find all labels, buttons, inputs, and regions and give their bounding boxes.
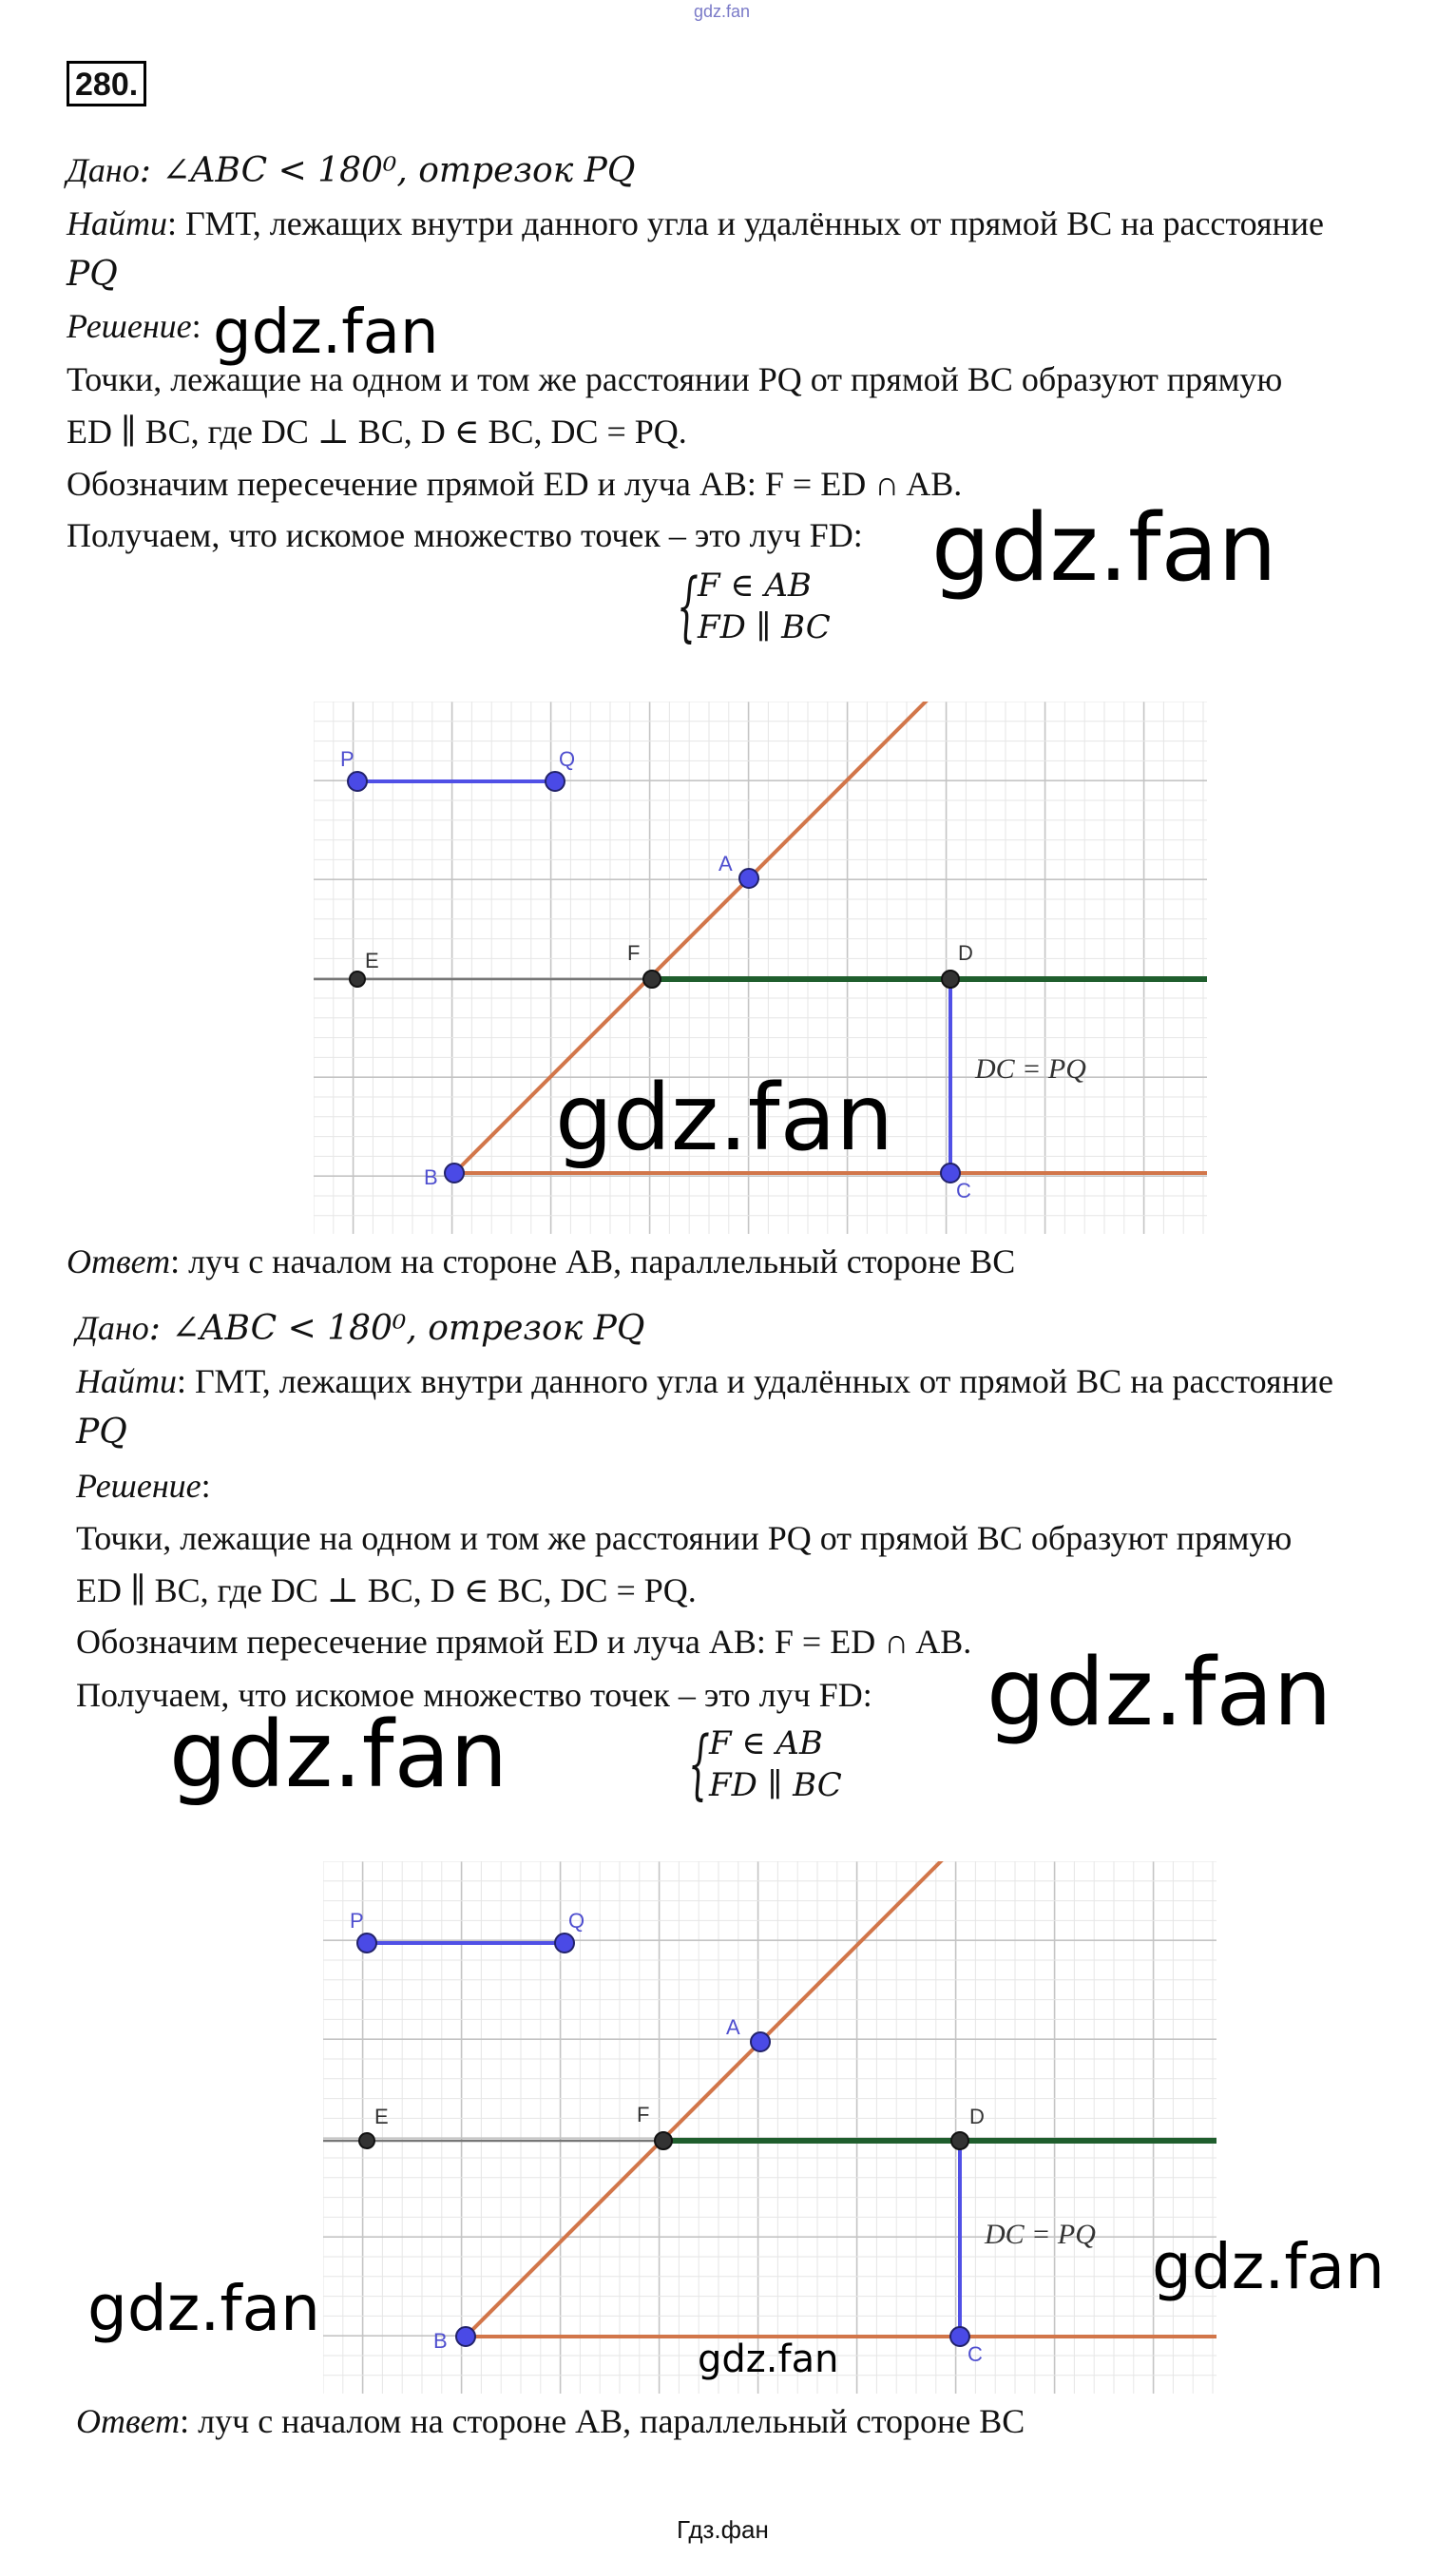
watermark-2: gdz.fan <box>931 494 1277 603</box>
solution-colon: : <box>201 1467 211 1505</box>
point-b <box>456 2327 475 2346</box>
label-f: F <box>627 941 641 965</box>
text-line-2: ED ∥ BC, где DC ⊥ BC, D ∈ BC, DC = PQ. <box>67 413 687 451</box>
given-text: : ∠ABC < 180⁰, отрезок PQ <box>148 1309 645 1348</box>
point-p <box>357 1934 376 1953</box>
watermark-5: gdz.fan <box>169 1702 508 1808</box>
annotation-dc-pq: DC = PQ <box>975 1053 1086 1085</box>
answer-text: : луч с началом на стороне AB, параллельный стороне BC <box>180 2402 1025 2440</box>
find-line-2: PQ <box>67 255 118 294</box>
find-label: Найти <box>76 1362 177 1400</box>
find-label: Найти <box>67 204 167 242</box>
point-d <box>951 2132 968 2149</box>
find-line-2: PQ <box>76 1413 127 1452</box>
point-d <box>942 971 959 988</box>
solution-colon: : <box>191 307 201 345</box>
solution-line <box>67 306 201 346</box>
find-line <box>67 203 1324 243</box>
point-q <box>555 1934 574 1953</box>
label-e: E <box>365 949 379 972</box>
label-q: Q <box>559 747 576 771</box>
given-line <box>67 150 635 191</box>
point-e <box>359 2133 374 2148</box>
point-e <box>350 972 365 987</box>
given-label: Дано <box>67 151 140 189</box>
label-c: C <box>956 1179 971 1203</box>
solution-line <box>76 1466 211 1506</box>
point-a <box>739 869 758 888</box>
footer-text: Гдз.фан <box>677 2515 769 2544</box>
watermark-4: gdz.fan <box>987 1639 1332 1747</box>
answer-line <box>76 2401 1025 2441</box>
text-line-4: Получаем, что искомое множество точек – это луч FD: <box>76 1676 872 1714</box>
system-line-1: F ∈ AB <box>709 1724 823 1762</box>
label-p: P <box>340 747 354 771</box>
text-line-3: Обозначим пересечение прямой ED и луча AB: F = ED ∩ AB. <box>76 1623 972 1661</box>
solution-label: Решение <box>76 1467 201 1505</box>
system-line-1: F ∈ AB <box>698 567 812 605</box>
label-b: B <box>433 2329 448 2353</box>
point-c <box>950 2327 969 2346</box>
point-q <box>546 772 565 791</box>
given-text: : ∠ABC < 180⁰, отрезок PQ <box>139 151 636 190</box>
point-f <box>643 971 661 988</box>
point-b <box>445 1164 464 1183</box>
text-line-2: ED ∥ BC, где DC ⊥ BC, D ∈ BC, DC = PQ. <box>76 1571 697 1609</box>
answer-line <box>67 1241 1015 1281</box>
watermark-7: gdz.fan <box>87 2272 320 2345</box>
label-p: P <box>350 1909 364 1933</box>
point-p <box>348 772 367 791</box>
system-line-2: FD ∥ BC <box>709 1766 842 1804</box>
find-line <box>76 1361 1333 1401</box>
label-a: A <box>718 852 733 875</box>
problem-number: 280. <box>67 61 146 106</box>
answer-label: Ответ <box>76 2402 181 2440</box>
watermark-8: gdz.fan <box>698 2338 839 2381</box>
find-text: : ГМТ, лежащих внутри данного угла и удалённых от прямой BC на расстояние <box>177 1362 1334 1400</box>
label-q: Q <box>568 1909 585 1933</box>
answer-label: Ответ <box>67 1242 171 1280</box>
label-c: C <box>967 2342 983 2366</box>
text-line-1: Точки, лежащие на одном и том же расстоянии PQ от прямой BC образуют прямую <box>76 1519 1293 1557</box>
point-f <box>655 2132 672 2149</box>
system-of-conditions <box>688 1722 878 1808</box>
left-brace: { <box>677 562 699 650</box>
system-line-2: FD ∥ BC <box>698 608 831 646</box>
label-a: A <box>726 2015 740 2039</box>
system-of-conditions <box>677 562 867 650</box>
solution-label: Решение <box>67 307 192 345</box>
geometry-figure-2 <box>323 1861 1217 2394</box>
label-e: E <box>374 2105 389 2128</box>
answer-text: : луч с началом на стороне AB, параллельный стороне BC <box>170 1242 1016 1280</box>
header-watermark: gdz.fan <box>694 2 751 21</box>
given-line <box>76 1308 644 1349</box>
watermark-6: gdz.fan <box>1152 2230 1385 2303</box>
watermark-1: gdz.fan <box>213 298 439 368</box>
point-a <box>751 2032 770 2051</box>
given-label: Дано <box>76 1309 149 1347</box>
label-f: F <box>637 2103 650 2126</box>
left-brace: { <box>688 1720 710 1808</box>
label-d: D <box>958 941 973 965</box>
watermark-3: gdz.fan <box>555 1065 894 1171</box>
label-b: B <box>424 1165 438 1189</box>
text-line-1: Точки, лежащие на одном и том же расстоянии PQ от прямой BC образуют прямую <box>67 360 1283 398</box>
find-text: : ГМТ, лежащих внутри данного угла и удалённых от прямой BC на расстояние <box>167 204 1325 242</box>
annotation-dc-pq: DC = PQ <box>985 2219 1096 2250</box>
text-line-3: Обозначим пересечение прямой ED и луча AB: F = ED ∩ AB. <box>67 465 963 503</box>
text-line-4: Получаем, что искомое множество точек – это луч FD: <box>67 516 863 554</box>
label-d: D <box>969 2105 985 2128</box>
